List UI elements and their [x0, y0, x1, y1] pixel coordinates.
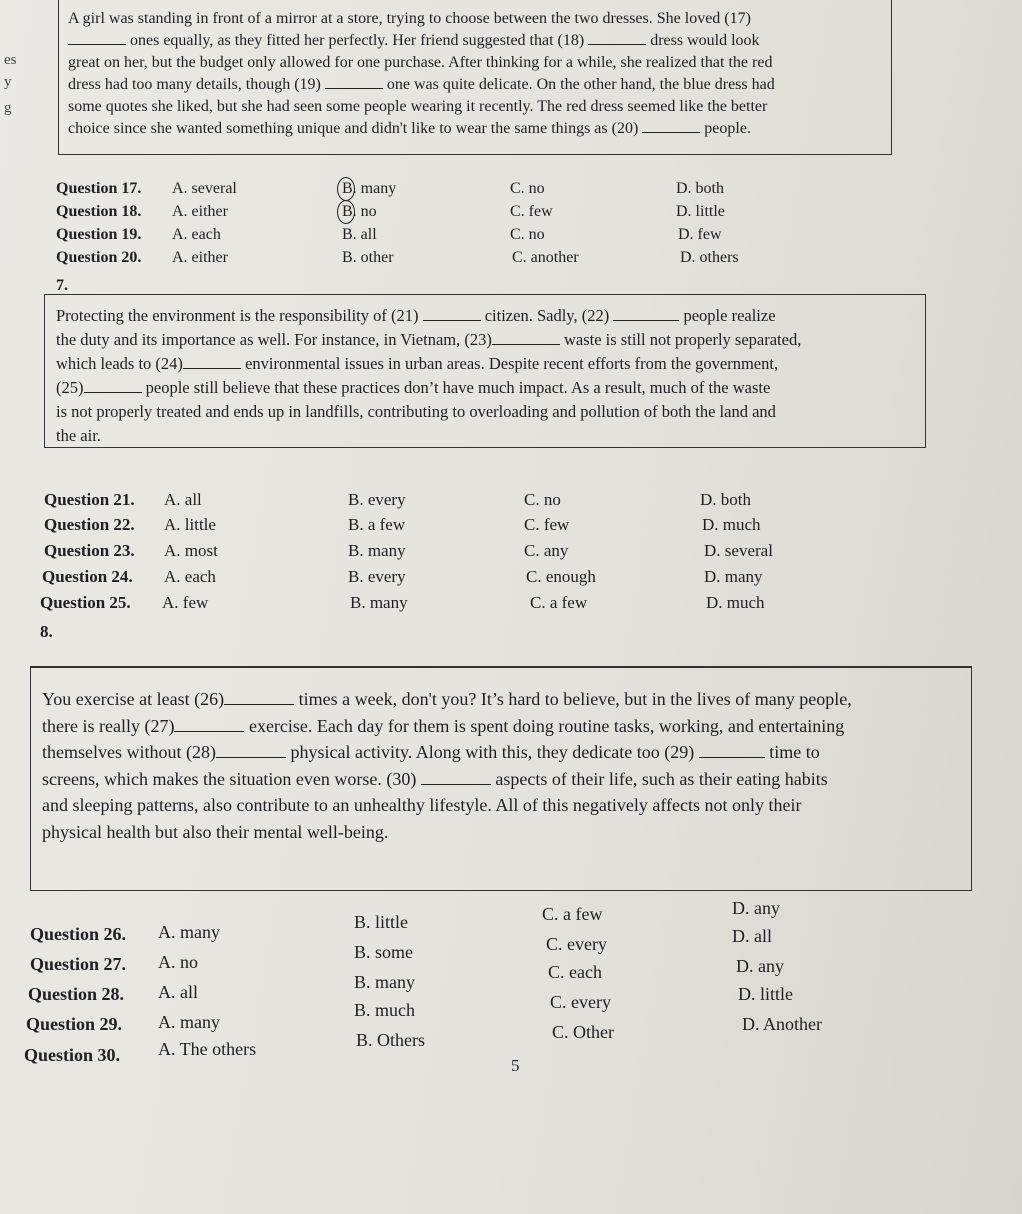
- option-b[interactable]: B. many: [342, 180, 397, 197]
- edge-fragment: y: [4, 74, 12, 90]
- question-label: Question 30.: [24, 1045, 121, 1065]
- question-label: Question 21.: [44, 490, 135, 509]
- passage-text: You exercise at least (26): [42, 689, 225, 709]
- passage-text: physical activity. Along with this, they dedicate too (29): [290, 742, 695, 762]
- passage-26-30: [42, 686, 954, 845]
- option-c[interactable]: C. every: [546, 934, 607, 954]
- edge-fragment: g: [4, 100, 12, 116]
- passage-text: physical health but also their mental well-being.: [42, 821, 389, 842]
- question-label: Question 23.: [44, 541, 135, 560]
- passage-text: the air.: [56, 426, 101, 445]
- passage-text: people realize: [683, 306, 776, 325]
- selected-answer-mark: [337, 177, 355, 201]
- option-c[interactable]: C. few: [510, 203, 553, 220]
- passage-text: choice since she wanted something unique and didn't like to wear the same things as (20): [68, 120, 639, 137]
- question-label: Question 25.: [40, 593, 131, 612]
- option-d[interactable]: D. many: [704, 567, 763, 586]
- option-c[interactable]: C. every: [550, 992, 611, 1012]
- option-d[interactable]: D. little: [676, 203, 725, 220]
- option-a[interactable]: A. each: [172, 226, 221, 243]
- option-d[interactable]: D. much: [702, 515, 761, 534]
- option-b[interactable]: B. many: [350, 593, 408, 612]
- option-b[interactable]: B. no: [342, 203, 377, 220]
- passage-text: is not properly treated and ends up in landfills, contributing to overloading and pollution of both the land and: [56, 402, 776, 421]
- option-b[interactable]: B. every: [348, 567, 406, 586]
- section-number-7: 7.: [56, 277, 68, 294]
- passage-text: people still believe that these practices don’t have much impact. As a result, much of the waste: [145, 378, 771, 397]
- passage-text: ones equally, as they fitted her perfectly. Her friend suggested that (18): [130, 32, 585, 49]
- option-b[interactable]: B. some: [354, 942, 414, 962]
- answer-blank-21[interactable]: [423, 306, 481, 321]
- passage-text: there is really (27): [42, 715, 175, 736]
- option-c[interactable]: C. few: [524, 515, 570, 534]
- passage-text: dress had too many details, though (19): [68, 76, 321, 93]
- option-b[interactable]: B. Others: [356, 1030, 425, 1050]
- option-a[interactable]: A. either: [172, 249, 228, 266]
- question-label: Question 28.: [28, 984, 125, 1004]
- option-b[interactable]: B. many: [354, 972, 415, 992]
- question-row-26: [30, 898, 930, 946]
- option-b[interactable]: B. other: [342, 249, 394, 266]
- option-b[interactable]: B. a few: [348, 515, 406, 534]
- option-d[interactable]: D. both: [700, 490, 751, 509]
- option-c[interactable]: C. enough: [526, 567, 596, 586]
- answer-blank-28[interactable]: [216, 743, 286, 758]
- passage-text: and sleeping patterns, also contribute to an unhealthy lifestyle. All of this negatively affects not only their: [42, 795, 802, 815]
- option-a[interactable]: A. either: [172, 203, 228, 220]
- option-c[interactable]: C. each: [548, 962, 602, 982]
- answer-blank-30[interactable]: [421, 770, 491, 785]
- option-a[interactable]: A. several: [172, 180, 237, 197]
- passage-text: which leads to (24): [56, 354, 183, 373]
- question-label: Question 24.: [42, 567, 133, 586]
- passage-text: exercise. Each day for them is spent doing routine tasks, working, and entertaining: [248, 715, 845, 736]
- option-b[interactable]: B. all: [342, 226, 377, 243]
- option-d[interactable]: D. all: [732, 926, 772, 946]
- passage-text: one was quite delicate. On the other hand, the blue dress had: [386, 76, 775, 93]
- option-b[interactable]: B. little: [354, 912, 408, 932]
- answer-blank-26[interactable]: [224, 690, 294, 705]
- option-a[interactable]: A. many: [158, 922, 220, 942]
- passage-text: citizen. Sadly, (22): [484, 306, 610, 325]
- question-row-24: [42, 567, 942, 589]
- passage-text: great on her, but the budget only allowed for one purchase. After thinking for a while, she realized that the red: [68, 54, 773, 71]
- question-row-17: [56, 180, 956, 202]
- question-label: Question 18.: [56, 203, 142, 220]
- question-row-22: [44, 515, 944, 537]
- option-a[interactable]: A. few: [162, 593, 209, 612]
- option-a[interactable]: A. each: [164, 567, 216, 586]
- option-c[interactable]: C. any: [524, 541, 569, 560]
- answer-blank-27[interactable]: [174, 717, 244, 732]
- section-number-8: 8.: [40, 622, 53, 641]
- passage-text: waste is still not properly separated,: [563, 330, 802, 349]
- option-a[interactable]: A. The others: [158, 1039, 257, 1059]
- option-d[interactable]: D. much: [706, 593, 765, 612]
- question-label: Question 20.: [56, 249, 142, 266]
- option-c[interactable]: C. Other: [552, 1022, 614, 1042]
- option-a[interactable]: A. many: [158, 1012, 220, 1032]
- option-d[interactable]: D. little: [738, 984, 793, 1004]
- page-number: 5: [511, 1056, 520, 1075]
- answer-blank-25[interactable]: [84, 378, 142, 393]
- option-d[interactable]: D. any: [736, 956, 784, 976]
- option-c[interactable]: C. no: [510, 180, 545, 197]
- option-a[interactable]: A. all: [164, 490, 202, 509]
- question-row-25: [40, 593, 940, 615]
- passage-text: dress would look: [650, 32, 760, 49]
- option-c[interactable]: C. a few: [542, 904, 603, 924]
- option-d[interactable]: D. few: [678, 226, 722, 243]
- passage-text: (25): [56, 378, 84, 397]
- answer-blank-20[interactable]: [642, 118, 700, 133]
- passage-text: themselves without (28): [42, 742, 216, 762]
- question-label: Question 22.: [44, 515, 135, 534]
- option-c[interactable]: C. no: [510, 226, 545, 243]
- answer-blank-22[interactable]: [613, 306, 679, 321]
- passage-text: screens, which makes the situation even worse. (30): [42, 768, 417, 789]
- edge-fragment: es: [4, 52, 17, 68]
- answer-blank-23[interactable]: [492, 330, 560, 345]
- question-label: Question 19.: [56, 226, 142, 243]
- option-a[interactable]: A. little: [164, 515, 216, 534]
- option-c[interactable]: C. another: [512, 249, 579, 266]
- option-d[interactable]: D. Another: [742, 1014, 822, 1034]
- option-c[interactable]: C. no: [524, 490, 561, 509]
- question-row-23: [44, 541, 944, 563]
- option-a[interactable]: A. most: [164, 541, 218, 560]
- passage-text: aspects of their life, such as their eating habits: [495, 768, 828, 789]
- previous-page-edge: [0, 0, 58, 160]
- option-b[interactable]: B. much: [354, 1000, 415, 1020]
- question-row-21: [44, 490, 944, 512]
- passage-21-25: [56, 304, 912, 448]
- option-d[interactable]: D. any: [732, 898, 780, 918]
- question-row-20: [56, 249, 956, 271]
- option-d[interactable]: D. both: [676, 180, 724, 197]
- option-c[interactable]: C. a few: [530, 593, 588, 612]
- question-row-18: [56, 203, 956, 225]
- option-d[interactable]: D. others: [680, 249, 739, 266]
- question-row-19: [56, 226, 956, 248]
- answer-blank-17[interactable]: [68, 30, 126, 45]
- question-label: Question 17.: [56, 180, 142, 197]
- option-b[interactable]: B. many: [348, 541, 406, 560]
- passage-text: Protecting the environment is the responsibility of (21): [56, 306, 419, 325]
- question-label: Question 27.: [30, 954, 127, 974]
- passage-text: some quotes she liked, but she had seen some people wearing it recently. The red dress seemed like the better: [68, 98, 768, 115]
- answer-blank-19[interactable]: [325, 74, 383, 89]
- passage-text: environmental issues in urban areas. Despite recent efforts from the government,: [245, 354, 779, 373]
- answer-blank-29[interactable]: [699, 743, 765, 758]
- question-label: Question 29.: [26, 1014, 123, 1034]
- passage-text: people.: [704, 120, 751, 137]
- option-a[interactable]: A. no: [158, 952, 198, 972]
- option-a[interactable]: A. all: [158, 982, 198, 1002]
- answer-blank-18[interactable]: [588, 30, 646, 45]
- question-label: Question 26.: [30, 924, 127, 944]
- selected-answer-mark: [337, 200, 355, 224]
- passage-text: time to: [769, 742, 820, 762]
- answer-blank-24[interactable]: [183, 354, 241, 369]
- passage-text: times a week, don't you? It’s hard to believe, but in the lives of many people,: [298, 689, 852, 709]
- passage-text: A girl was standing in front of a mirror at a store, trying to choose between the two dresses. She loved (17): [68, 10, 751, 27]
- passage-17-20: [68, 8, 880, 140]
- option-b[interactable]: B. every: [348, 490, 406, 509]
- passage-text: the duty and its importance as well. For instance, in Vietnam, (23): [56, 330, 492, 349]
- option-d[interactable]: D. several: [704, 541, 773, 560]
